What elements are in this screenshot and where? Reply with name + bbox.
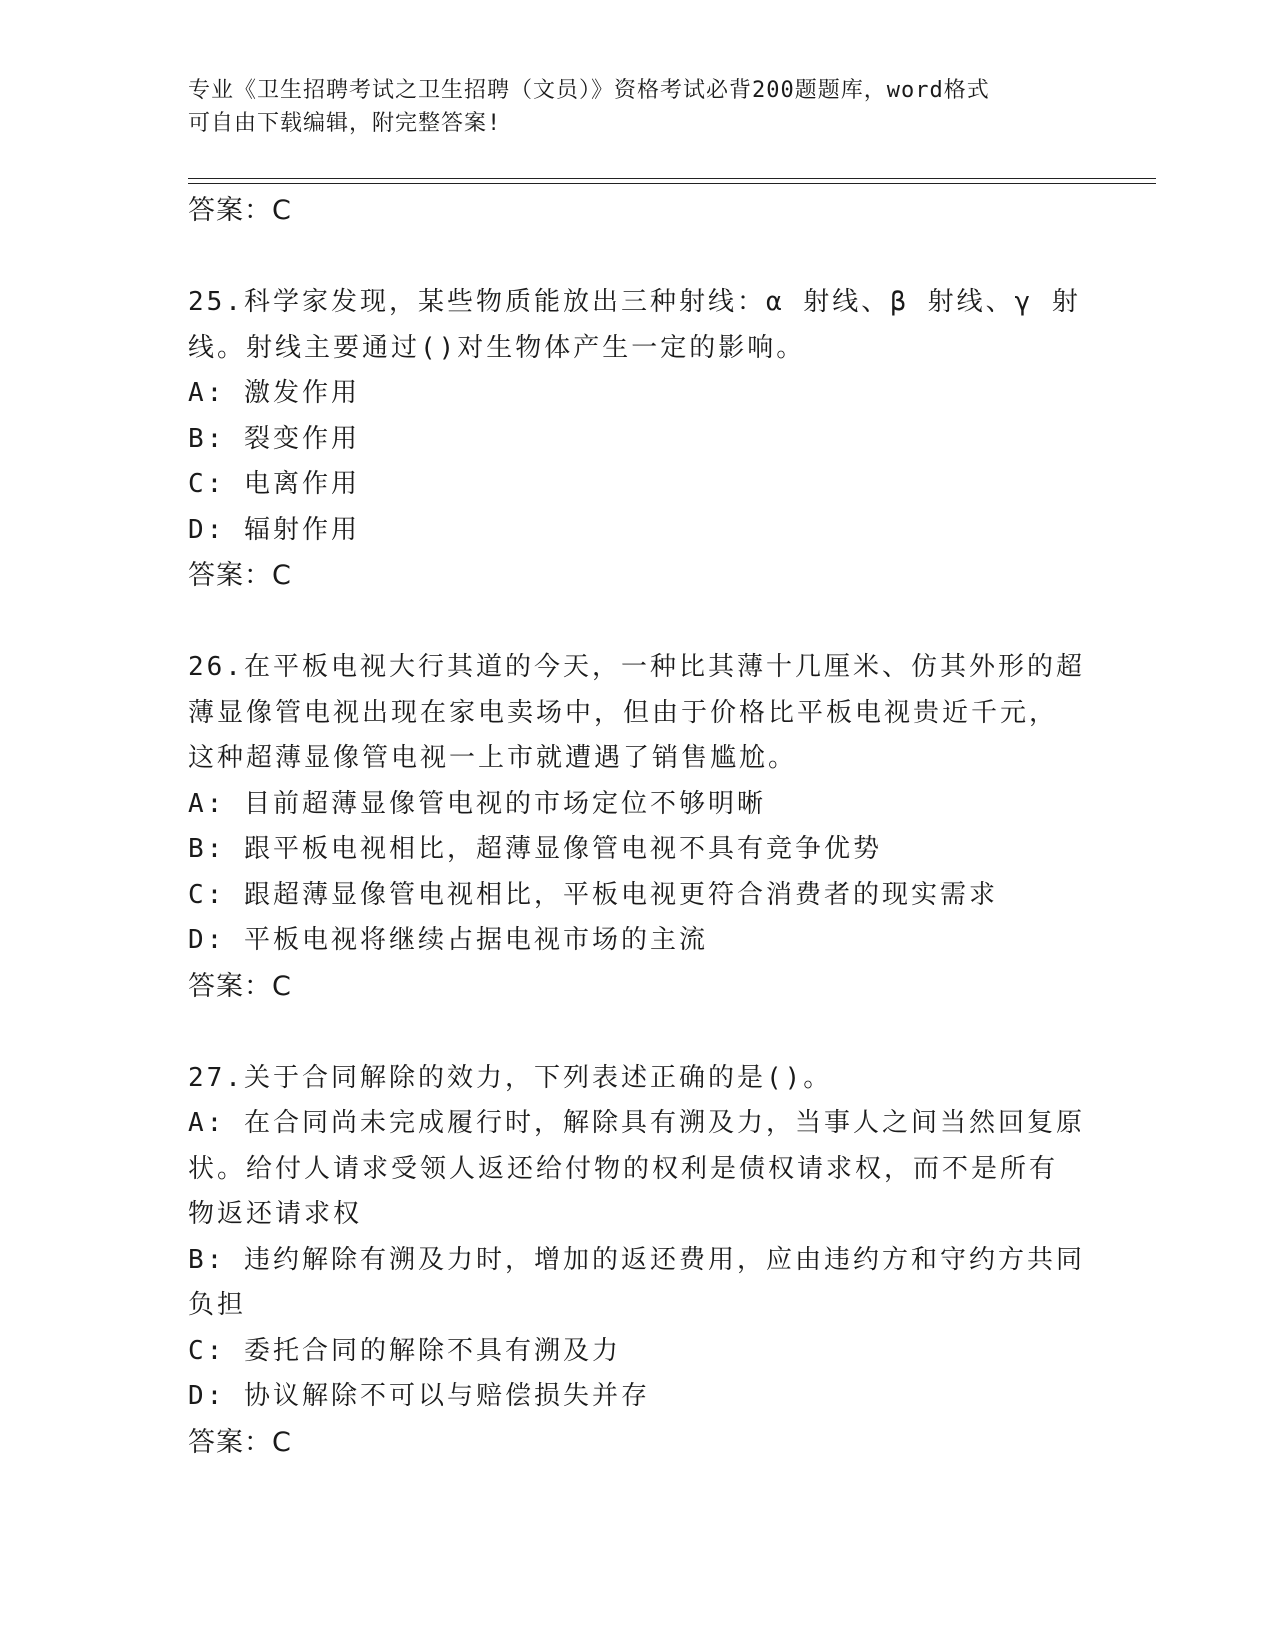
option-b: B: 违约解除有溯及力时，增加的返还费用，应由违约方和守约方共同	[188, 1244, 1085, 1275]
question-list	[188, 188, 1088, 1466]
option-d: D: 辐射作用	[188, 514, 360, 545]
question-block	[188, 645, 1088, 1010]
option-a: A: 目前超薄显像管电视的市场定位不够明晰	[188, 788, 766, 819]
option-b-continued: 负担	[188, 1290, 247, 1320]
question-block	[188, 1056, 1088, 1466]
option-d: D: 平板电视将继续占据电视市场的主流	[188, 925, 708, 955]
option-c: C: 电离作用	[188, 469, 360, 499]
header-divider-top	[188, 178, 1156, 179]
question-text-line: 这种超薄显像管电视一上市就遭遇了销售尴尬。	[188, 743, 798, 773]
document-header	[188, 74, 1068, 140]
answer-line: 答案：C	[188, 195, 292, 226]
option-c: C: 委托合同的解除不具有溯及力	[188, 1335, 621, 1366]
question-block	[188, 280, 1088, 599]
option-a: A: 激发作用	[188, 378, 360, 408]
answer-line: 答案：C	[188, 1426, 292, 1458]
question-text-line: 27.关于合同解除的效力，下列表述正确的是()。	[188, 1062, 833, 1093]
option-a-continued: 物返还请求权	[188, 1199, 363, 1229]
header-divider-bottom	[188, 183, 1156, 184]
option-c: C: 跟超薄显像管电视相比，平板电视更符合消费者的现实需求	[188, 879, 998, 910]
answer-line: 答案：C	[188, 560, 292, 591]
header-line-2: 可自由下载编辑，附完整答案!	[188, 111, 502, 136]
spacer	[188, 234, 1088, 280]
option-d: D: 协议解除不可以与赔偿损失并存	[188, 1381, 650, 1411]
option-a-continued: 状。给付人请求受领人返还给付物的权利是债权请求权，而不是所有	[188, 1153, 1059, 1184]
option-b: B: 裂变作用	[188, 423, 360, 454]
spacer	[188, 1010, 1088, 1056]
header-line-1: 专业《卫生招聘考试之卫生招聘（文员）》资格考试必背200题题库，word格式	[188, 78, 990, 103]
question-text-line: 线。射线主要通过()对生物体产生一定的影响。	[188, 332, 806, 363]
answer-line: 答案：C	[188, 970, 292, 1002]
option-b: B: 跟平板电视相比，超薄显像管电视不具有竞争优势	[188, 834, 882, 864]
spacer	[188, 599, 1088, 645]
question-text-line: 25.科学家发现，某些物质能放出三种射线：α 射线、β 射线、γ 射	[188, 287, 1081, 317]
option-a: A: 在合同尚未完成履行时，解除具有溯及力，当事人之间当然回复原	[188, 1108, 1085, 1138]
question-text-line: 26.在平板电视大行其道的今天，一种比其薄十几厘米、仿其外形的超	[188, 652, 1085, 682]
question-text-line: 薄显像管电视出现在家电卖场中，但由于价格比平板电视贵近千元，	[188, 697, 1059, 728]
